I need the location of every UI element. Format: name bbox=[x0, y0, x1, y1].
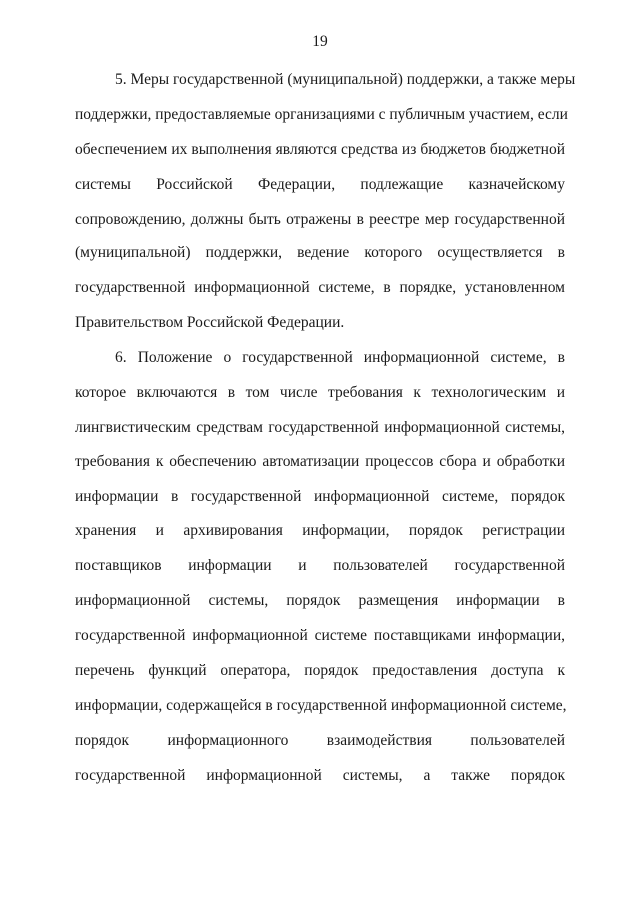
page-number: 19 bbox=[312, 33, 328, 50]
text-line: информационной системы, порядок размещения информации в bbox=[75, 592, 565, 609]
text-line: сопровождению, должны быть отражены в реестре мер государственной bbox=[75, 211, 565, 228]
text-line: Правительством Российской Федерации. bbox=[75, 314, 345, 331]
text-line: порядок информационного взаимодействия пользователей bbox=[75, 732, 565, 749]
text-line: поддержки, предоставляемые организациями с публичным участием, если bbox=[75, 106, 568, 123]
text-line: (муниципальной) поддержки, ведение которого осуществляется в bbox=[75, 244, 565, 261]
text-line: государственной информационной системы, а также порядок bbox=[75, 767, 565, 784]
text-line: государственной информационной системе, в порядке, установленном bbox=[75, 279, 565, 296]
text-line: требования к обеспечению автоматизации процессов сбора и обработки bbox=[75, 453, 565, 470]
text-line: 5. Меры государственной (муниципальной) поддержки, а также меры bbox=[115, 71, 576, 88]
text-line: лингвистическим средствам государственной информационной системы, bbox=[75, 419, 565, 436]
text-line: перечень функций оператора, порядок предоставления доступа к bbox=[75, 662, 565, 679]
text-line: системы Российской Федерации, подлежащие казначейскому bbox=[75, 176, 565, 193]
text-line: обеспечением их выполнения являются средства из бюджетов бюджетной bbox=[75, 141, 565, 158]
text-line: поставщиков информации и пользователей государственной bbox=[75, 557, 565, 574]
text-line: информации, содержащейся в государственной информационной системе, bbox=[75, 697, 567, 714]
text-line: хранения и архивирования информации, порядок регистрации bbox=[75, 522, 565, 539]
text-line: 6. Положение о государственной информационной системе, в bbox=[115, 349, 565, 366]
text-line: государственной информационной системе поставщиками информации, bbox=[75, 627, 565, 644]
text-line: которое включаются в том числе требования к технологическим и bbox=[75, 384, 565, 401]
text-line: информации в государственной информационной системе, порядок bbox=[75, 488, 565, 505]
